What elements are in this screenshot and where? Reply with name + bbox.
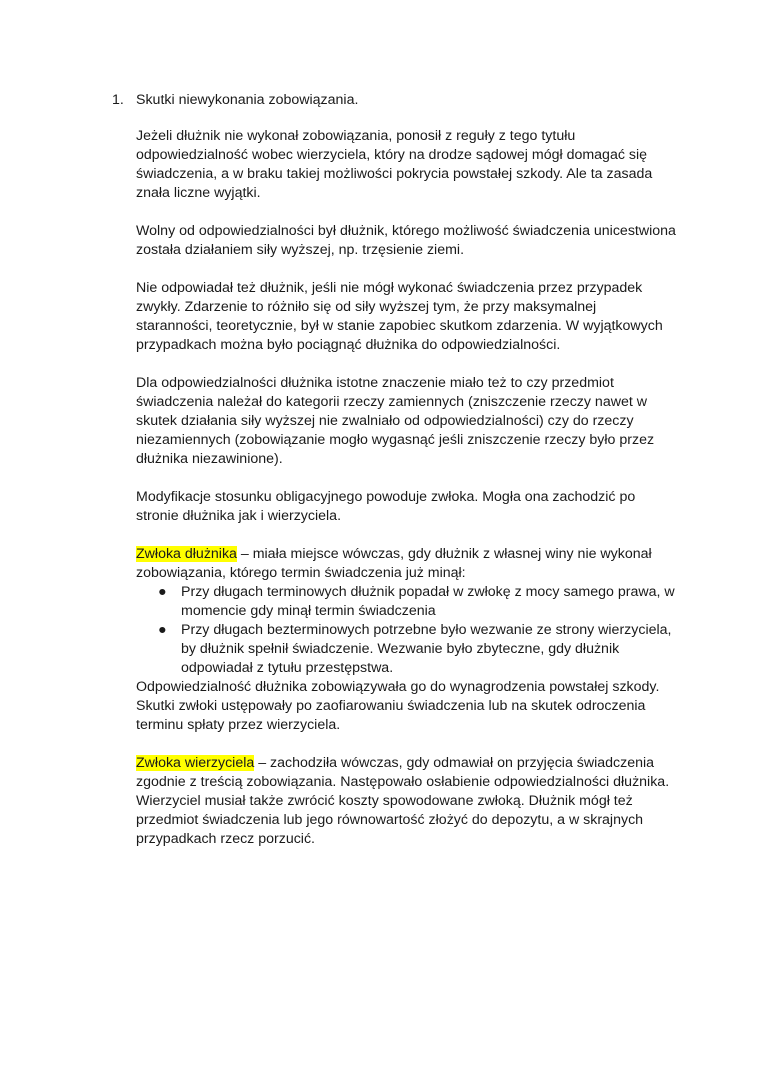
bullet-icon: ● [158,584,167,600]
section-body [136,127,676,868]
debtor-delay-term: Zwłoka dłużnika [136,546,237,562]
list-item-text: Przy długach bezterminowych potrzebne było wezwanie ze strony wierzyciela, by dłużnik spełnił świadczenie. Wezwanie było zbyteczne, gdy dłużnik odpowiadał z tytułu przestępstwa. [181,622,672,676]
debtor-delay-text: – miała miejsce wówczas, gdy dłużnik z własnej winy nie wykonał zobowiązania, którego termin świadczenia już minął: [136,546,652,581]
paragraph-responsibility: Jeżeli dłużnik nie wykonał zobowiązania, ponosił z reguły z tego tytułu odpowiedzialność wobec wierzyciela, który na drodze sądowej mógł domagać się świadczenia, a w braku takiej możliwości pokrycia powstałej szkody. Ale ta zasada znała liczne wyjątki. [136,128,653,201]
bullet-icon: ● [158,622,167,638]
list-item-text: Przy długach terminowych dłużnik popadał w zwłokę z mocy samego prawa, w momencie gdy minął termin świadczenia [181,584,675,619]
list-item [136,583,676,621]
creditor-delay-text: – zachodziła wówczas, gdy odmawiał on przyjęcia świadczenia zgodnie z treścią zobowiązania. Następowało osłabienie odpowiedzialności dłużnika. Wierzyciel musiał także zwrócić koszty spowodowane zwłoką. Dłużnik mógł też przedmiot świadczenia lub jego równowartość złożyć do depozytu, a w skrajnych przypadkach rzecz porzucić. [136,755,670,847]
debtor-delay-definition [136,545,676,583]
debtor-delay-consequences: Odpowiedzialność dłużnika zobowiązywała go do wynagrodzenia powstałej szkody. Skutki zwłoki ustępowały po zaofiarowaniu świadczenia lub na skutek odroczenia terminu spłaty przez wierzyciela. [136,679,660,733]
creditor-delay-definition [136,754,676,849]
paragraph-force-majeure: Wolny od odpowiedzialności był dłużnik, którego możliwość świadczenia unicestwiona została działaniem siły wyższej, np. trzęsienie ziemi. [136,223,676,258]
section-title: Skutki niewykonania zobowiązania. [136,92,359,108]
list-item [136,621,676,678]
creditor-delay-section [136,754,676,849]
creditor-delay-term: Zwłoka wierzyciela [136,755,255,771]
section-number: 1. [112,92,124,108]
paragraph-delay-intro: Modyfikacje stosunku obligacyjnego powoduje zwłoka. Mogła ona zachodzić po stronie dłużnika jak i wierzyciela. [136,489,636,524]
debtor-delay-section [136,545,676,735]
paragraph-accident: Nie odpowiadał też dłużnik, jeśli nie mógł wykonać świadczenia przez przypadek zwykły. Zdarzenie to różniło się od siły wyższej tym, że przy maksymalnej staranności, teoretycznie, był w stanie zapobiec skutkom zdarzenia. W wyjątkowych przypadkach można było pociągnąć dłużnika do odpowiedzialności. [136,280,663,353]
debtor-delay-list [136,583,676,678]
paragraph-fungible-things: Dla odpowiedzialności dłużnika istotne znaczenie miało też to czy przedmiot świadczenia należał do kategorii rzeczy zamiennych (zniszczenie rzeczy nawet w skutek działania siły wyższej nie zwalniało od odpowiedzialności) czy do rzeczy niezamiennych (zobowiązanie mogło wygasnąć jeśli zniszczenie rzeczy było przez dłużnika niezawinione). [136,375,655,467]
